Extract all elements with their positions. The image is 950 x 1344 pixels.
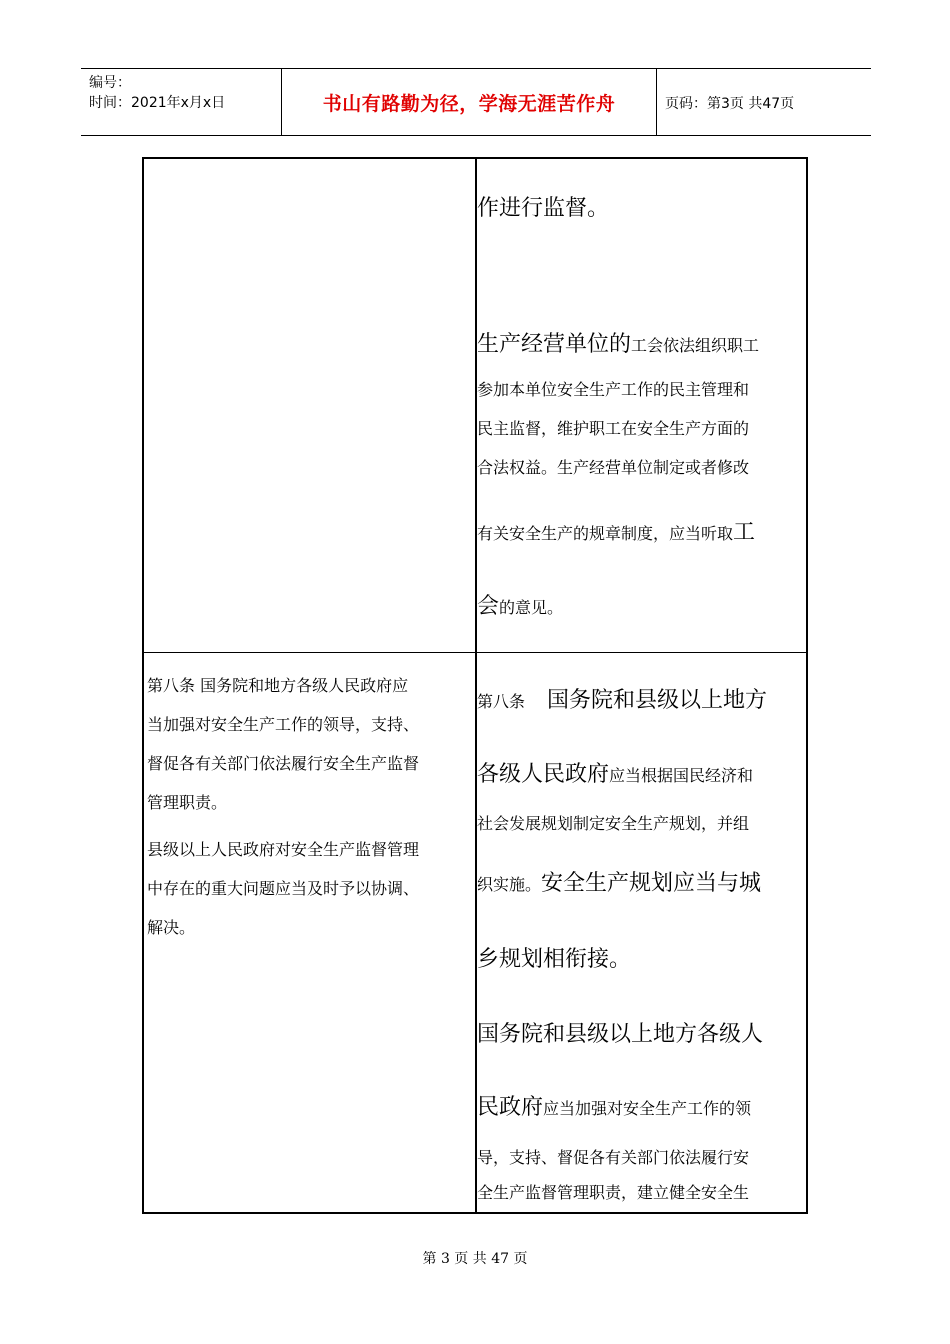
header-divider-right <box>656 69 657 135</box>
row1-right-line2: 生产经营单位的工会依法组织职工 <box>477 332 760 357</box>
row2-right-line8: 导，支持、督促各有关部门依法履行安 <box>477 1148 750 1167</box>
row2-left-cell <box>144 653 475 1214</box>
row1-right-line4: 民主监督，维护职工在安全生产方面的 <box>477 419 750 438</box>
row2-right-line4: 织实施。安全生产规划应当与城 <box>477 871 762 896</box>
row1-right-line7: 会的意见。 <box>477 594 564 619</box>
row2-left-line5: 县级以上人民政府对安全生产监督管理 <box>147 840 420 859</box>
row1-right-cell <box>477 159 806 652</box>
row1-right-line5: 合法权益。生产经营单位制定或者修改 <box>477 458 750 477</box>
row2-right-line3: 社会发展规划制定安全生产规划，并组 <box>477 814 750 833</box>
row2-right-line9: 全生产监督管理职责，建立健全安全生 <box>477 1183 750 1202</box>
row2-left-line1: 第八条 国务院和地方各级人民政府应 <box>147 676 409 695</box>
row2-right-line5: 乡规划相衔接。 <box>477 947 632 972</box>
row1-right-line1: 作进行监督。 <box>477 196 610 221</box>
row2-right-line1: 第八条 国务院和县级以上地方 <box>477 688 768 713</box>
row1-right-line3: 参加本单位安全生产工作的民主管理和 <box>477 380 750 399</box>
page-footer: 第 3 页 共 47 页 <box>422 1251 528 1267</box>
row2-left-line3: 督促各有关部门依法履行安全生产监督 <box>147 754 420 773</box>
row2-left-line6: 中存在的重大问题应当及时予以协调、 <box>147 879 420 898</box>
row1-left-cell <box>144 159 475 652</box>
row2-left-line2: 当加强对安全生产工作的领导，支持、 <box>147 715 420 734</box>
header-motto: 书山有路勤为径，学海无涯苦作舟 <box>322 92 616 115</box>
row2-left-line4: 管理职责。 <box>147 793 228 812</box>
row2-left-line7: 解决。 <box>147 918 196 937</box>
comparison-table <box>142 157 808 1214</box>
page-header <box>81 68 871 136</box>
document-time-label: 时间：2021年x月x日 <box>89 95 226 111</box>
row2-right-line6: 国务院和县级以上地方各级人 <box>477 1022 764 1047</box>
header-meta <box>89 73 225 113</box>
document-number-label: 编号： <box>89 75 131 91</box>
header-page-info: 页码：第3页 共47页 <box>665 96 795 112</box>
row1-right-line6: 有关安全生产的规章制度，应当听取工 <box>477 520 756 545</box>
row2-right-line7: 民政府应当加强对安全生产工作的领 <box>477 1095 752 1120</box>
row2-right-cell <box>477 653 806 1214</box>
row2-right-line2: 各级人民政府应当根据国民经济和 <box>477 762 754 787</box>
